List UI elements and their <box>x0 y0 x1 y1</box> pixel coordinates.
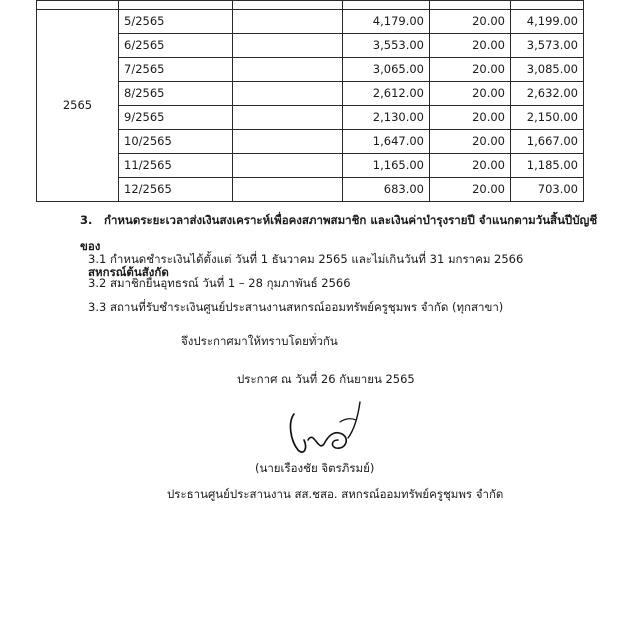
amount-cell: 1,165.00 <box>343 154 430 178</box>
amount-cell: 3,065.00 <box>343 58 430 82</box>
signer-name: (นายเรืองชัย จิตรภิรมย์) <box>255 461 375 475</box>
amount-cell: 3,553.00 <box>343 34 430 58</box>
fee-cell: 20.00 <box>430 58 511 82</box>
fee-cell: 20.00 <box>430 130 511 154</box>
table-cell-empty <box>430 1 511 10</box>
period-cell: 9/2565 <box>119 106 233 130</box>
period-cell: 7/2565 <box>119 58 233 82</box>
blank-cell <box>233 178 343 202</box>
blank-cell <box>233 82 343 106</box>
table-row <box>37 58 584 82</box>
signer-title: ประธานศูนย์ประสานงาน สส.ชสอ. สหกรณ์ออมทรัพย์ครูชุมพร จำกัด <box>167 487 504 501</box>
amount-cell: 2,130.00 <box>343 106 430 130</box>
closing-statement: จึงประกาศมาให้ทราบโดยทั่วกัน <box>181 334 338 348</box>
total-cell: 4,199.00 <box>511 10 584 34</box>
blank-cell <box>233 34 343 58</box>
item-3-3: 3.3 สถานที่รับชำระเงินศูนย์ประสานงานสหกรณ์ออมทรัพย์ครูชุมพร จำกัด (ทุกสาขา) <box>88 300 504 314</box>
table-row <box>37 130 584 154</box>
fee-cell: 20.00 <box>430 82 511 106</box>
period-cell: 6/2565 <box>119 34 233 58</box>
total-cell: 1,185.00 <box>511 154 584 178</box>
total-cell: 2,150.00 <box>511 106 584 130</box>
table-cell-empty <box>37 1 119 10</box>
section-3-number: 3. <box>80 213 93 227</box>
period-cell: 5/2565 <box>119 10 233 34</box>
fee-schedule-table <box>36 0 584 202</box>
table-row <box>37 82 584 106</box>
blank-cell <box>233 154 343 178</box>
table-row <box>37 154 584 178</box>
amount-cell: 2,612.00 <box>343 82 430 106</box>
period-cell: 11/2565 <box>119 154 233 178</box>
item-3-2: 3.2 สมาชิกยื่นอุทธรณ์ วันที่ 1 – 28 กุมภาพันธ์ 2566 <box>88 276 351 290</box>
section-3-heading-line2: สหกรณ์ต้นสังกัด <box>88 265 169 279</box>
period-cell: 10/2565 <box>119 130 233 154</box>
fee-cell: 20.00 <box>430 106 511 130</box>
blank-cell <box>233 58 343 82</box>
total-cell: 3,085.00 <box>511 58 584 82</box>
table-row <box>37 178 584 202</box>
table-cell-empty <box>511 1 584 10</box>
fee-cell: 20.00 <box>430 10 511 34</box>
fee-cell: 20.00 <box>430 34 511 58</box>
table-cell-empty <box>343 1 430 10</box>
blank-cell <box>233 10 343 34</box>
amount-cell: 4,179.00 <box>343 10 430 34</box>
section-3-heading-text: กำหนดระยะเวลาส่งเงินสงเคราะห์เพื่อคงสภาพสมาชิก และเงินค่าบำรุงรายปี จำแนกตามวันสิ้นปีบัญชีของ <box>80 213 598 253</box>
total-cell: 703.00 <box>511 178 584 202</box>
fee-cell: 20.00 <box>430 154 511 178</box>
signature <box>280 400 370 462</box>
total-cell: 1,667.00 <box>511 130 584 154</box>
table-cell-empty <box>119 1 233 10</box>
year-cell: 2565 <box>37 10 119 202</box>
table-cell-empty <box>233 1 343 10</box>
table-row-partial <box>37 1 584 10</box>
item-3-1: 3.1 กำหนดชำระเงินได้ตั้งแต่ วันที่ 1 ธันวาคม 2565 และไม่เกินวันที่ 31 มกราคม 2566 <box>88 252 524 266</box>
table-row <box>37 34 584 58</box>
blank-cell <box>233 130 343 154</box>
period-cell: 12/2565 <box>119 178 233 202</box>
total-cell: 3,573.00 <box>511 34 584 58</box>
blank-cell <box>233 106 343 130</box>
amount-cell: 1,647.00 <box>343 130 430 154</box>
amount-cell: 683.00 <box>343 178 430 202</box>
announcement-date: ประกาศ ณ วันที่ 26 กันยายน 2565 <box>237 372 415 386</box>
total-cell: 2,632.00 <box>511 82 584 106</box>
table-row <box>37 10 584 34</box>
section-3 <box>80 207 610 285</box>
period-cell: 8/2565 <box>119 82 233 106</box>
table-row <box>37 106 584 130</box>
fee-cell: 20.00 <box>430 178 511 202</box>
